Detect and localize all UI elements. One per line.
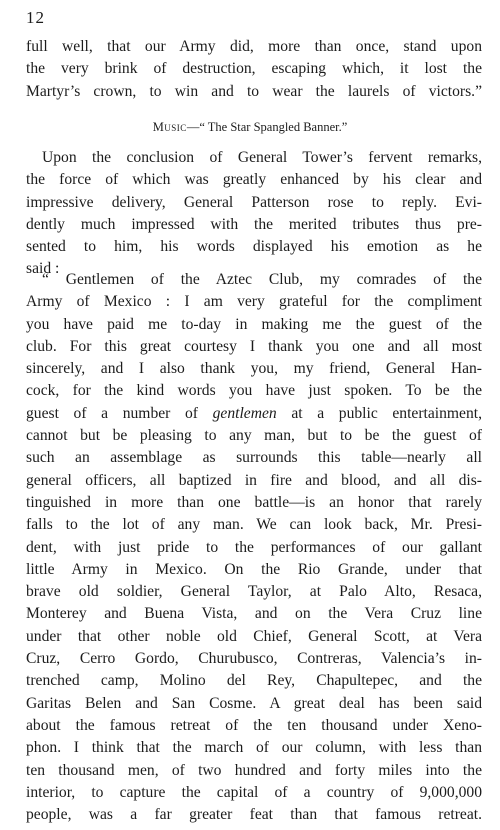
text-line: people, was a far greater feat than that famous retreat.	[26, 806, 482, 824]
text-line: impressive delivery, General Patterson rose to reply. Evi-	[26, 193, 482, 211]
text-line: brave old soldier, General Taylor, at Palo Alto, Resaca,	[26, 583, 482, 601]
text-line: the force of which was greatly enhanced by his clear and	[26, 171, 482, 189]
text-line: about the famous retreat of the ten thousand under Xeno-	[26, 716, 482, 734]
emphasis-word: gentlemen	[212, 404, 277, 422]
text-line: little Army in Mexico. On the Rio Grande, under that	[26, 560, 482, 578]
text-line: dently much impressed with the merited tributes thus pre-	[26, 215, 482, 233]
text-line: phon. I think that the march of our column, with less than	[26, 739, 482, 757]
text-segment: at a public entertainment,	[276, 404, 482, 422]
text-line: trenched camp, Molino del Rey, Chapultepec, and the	[26, 672, 482, 690]
text-line: general officers, all baptized in fire and blood, and all dis-	[26, 471, 482, 489]
text-line: cannot but be pleasing to any man, but to be the guest of	[26, 427, 482, 445]
text-line: interior, to capture the capital of a country of 9,000,000	[26, 783, 482, 801]
text-segment: guest of a number of	[26, 404, 213, 422]
text-line: Army of Mexico : I am very grateful for the compliment	[26, 293, 482, 311]
text-line: under that other noble old Chief, General Scott, at Vera	[26, 627, 482, 645]
music-dash: —	[186, 120, 200, 134]
text-line: the very brink of destruction, escaping which, it lost the	[26, 60, 482, 78]
text-line: Garitas Belen and San Cosme. A great deal has been said	[26, 694, 482, 712]
text-line: Cruz, Cerro Gordo, Churubusco, Contreras, Valencia’s in-	[26, 650, 482, 668]
text-line-with-emphasis	[26, 403, 482, 425]
text-line: club. For this great courtesy I thank you one and all most	[26, 337, 482, 355]
text-line: ten thousand men, of two hundred and forty miles into the	[26, 761, 482, 779]
text-line: falls to the lot of any man. We can look back, Mr. Presi-	[26, 516, 482, 534]
text-line: such an assemblage as surrounds this table—nearly all	[26, 449, 482, 467]
text-line: said :	[26, 260, 60, 278]
paragraph-narrative	[26, 147, 482, 281]
text-line: tinguished in more than one battle—is an honor that rarely	[26, 493, 482, 511]
text-line: “ Gentlemen of the Aztec Club, my comrades of the	[42, 271, 482, 288]
music-heading	[0, 120, 500, 135]
music-title: “ The Star Spangled Banner.”	[199, 120, 348, 134]
paragraph-quote-ending	[26, 36, 482, 103]
text-line: sented to him, his words displayed his emotion as he	[26, 238, 482, 256]
text-line: Upon the conclusion of General Tower’s fervent remarks,	[42, 149, 482, 166]
page-number: 12	[26, 8, 45, 27]
text-line: dent, with just pride to the performances of our gallant	[26, 538, 482, 556]
music-label: Music	[152, 120, 187, 134]
text-line: full well, that our Army did, more than once, stand upon	[26, 38, 482, 55]
text-line: sincerely, and I also thank you, my friend, General Han-	[26, 360, 482, 378]
text-line: Monterey and Buena Vista, and on the Vera Cruz line	[26, 605, 482, 623]
text-line: Martyr’s crown, to win and to wear the laurels of victors.”	[26, 82, 482, 100]
paragraph-speech	[26, 269, 482, 826]
text-line: you have paid me to-day in making me the guest of the	[26, 315, 482, 333]
text-line: cock, for the kind words you have just spoken. To be the	[26, 382, 482, 400]
